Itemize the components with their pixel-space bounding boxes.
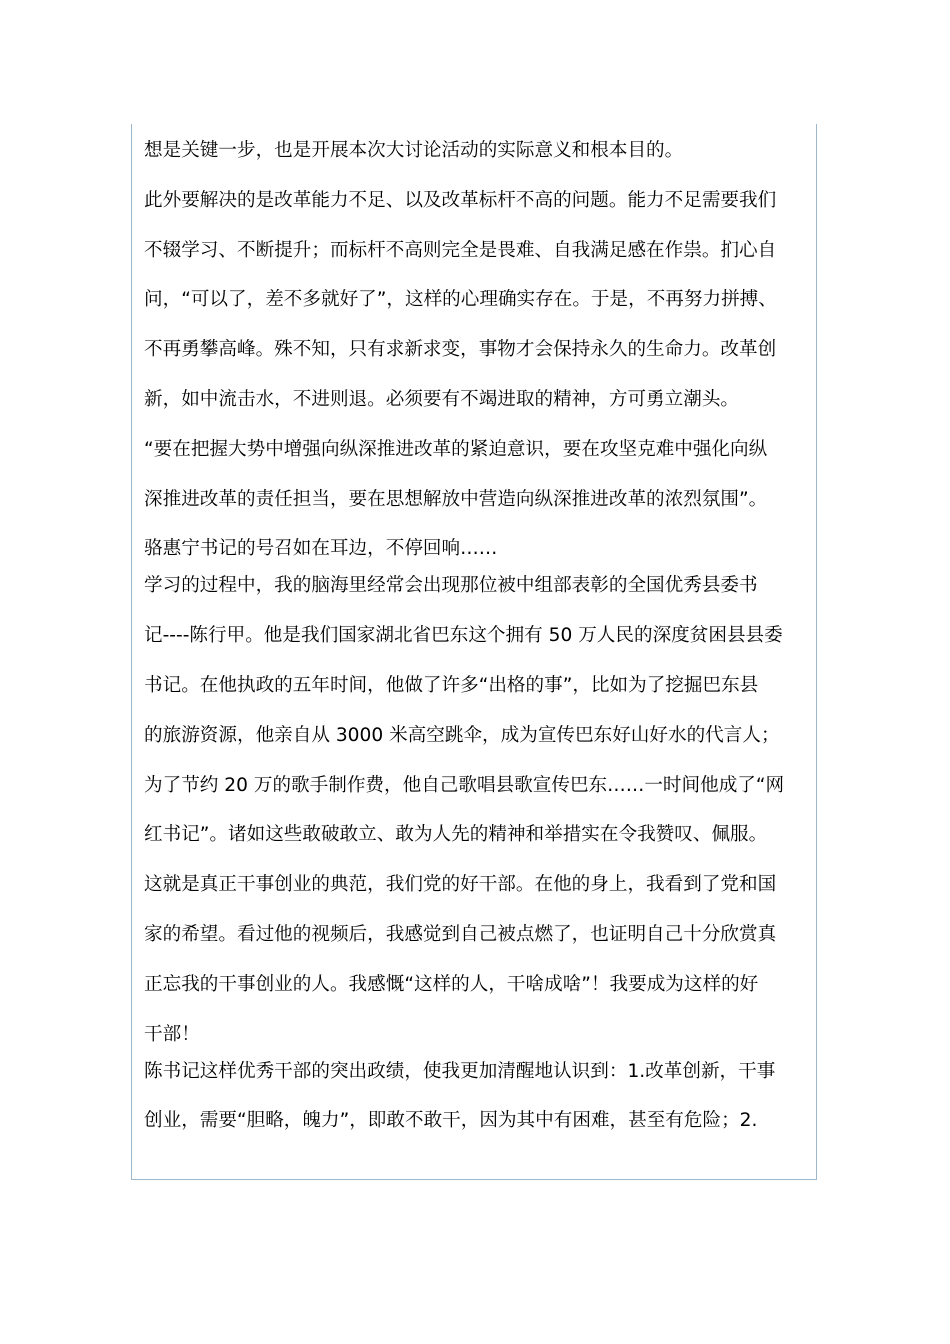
- text-line: 不辍学习、不断提升；而标杆不高则完全是畏难、自我满足感在作祟。扪心自: [144, 239, 777, 261]
- text-line: 干部！: [144, 1023, 200, 1045]
- document-body: [144, 131, 812, 1151]
- text-line: 不再勇攀高峰。殊不知，只有求新求变，事物才会保持永久的生命力。改革创: [144, 339, 777, 361]
- text-line: 问，“可以了，差不多就好了”，这样的心理确实存在。于是，不再努力拼搏、: [144, 289, 777, 311]
- text-line: 记----陈行甲。他是我们国家湖北省巴东这个拥有 50 万人民的深度贫困县县委: [144, 625, 783, 647]
- text-line: 陈书记这样优秀干部的突出政绩，使我更加清醒地认识到：1.改革创新，干事: [144, 1060, 776, 1082]
- text-line: 红书记”。诸如这些敢破敢立、敢为人先的精神和举措实在令我赞叹、佩服。: [144, 824, 768, 846]
- text-line: 新，如中流击水，不进则退。必须要有不竭进取的精神，方可勇立潮头。: [144, 388, 740, 410]
- text-line: 骆惠宁书记的号召如在耳边，不停回响……: [144, 538, 498, 560]
- text-line: “要在把握大势中增强向纵深推进改革的紧迫意识，要在攻坚克难中强化向纵: [144, 438, 768, 460]
- text-line: 家的希望。看过他的视频后，我感觉到自己被点燃了，也证明自己十分欣赏真: [144, 923, 777, 945]
- text-line: 这就是真正干事创业的典范，我们党的好干部。在他的身上，我看到了党和国: [144, 874, 777, 896]
- text-line: 书记。在他执政的五年时间，他做了许多“出格的事”，比如为了挖掘巴东县: [144, 674, 759, 696]
- text-line: 学习的过程中，我的脑海里经常会出现那位被中组部表彰的全国优秀县委书: [144, 575, 758, 597]
- text-line: 此外要解决的是改革能力不足、以及改革标杆不高的问题。能力不足需要我们: [144, 189, 777, 211]
- text-line: 想是关键一步，也是开展本次大讨论活动的实际意义和根本目的。: [144, 140, 684, 161]
- text-line: 正忘我的干事创业的人。我感慨“这样的人，干啥成啥”！我要成为这样的好: [144, 973, 759, 995]
- text-line: 的旅游资源，他亲自从 3000 米高空跳伞，成为宣传巴东好山好水的代言人；: [144, 724, 780, 746]
- text-line: 深推进改革的责任担当，要在思想解放中营造向纵深推进改革的浓烈氛围”。: [144, 488, 768, 510]
- text-line: 创业，需要“胆略，魄力”，即敢不敢干，因为其中有困难，甚至有危险；2.: [144, 1110, 758, 1132]
- text-line: 为了节约 20 万的歌手制作费，他自己歌唱县歌宣传巴东……一时间他成了“网: [144, 774, 785, 796]
